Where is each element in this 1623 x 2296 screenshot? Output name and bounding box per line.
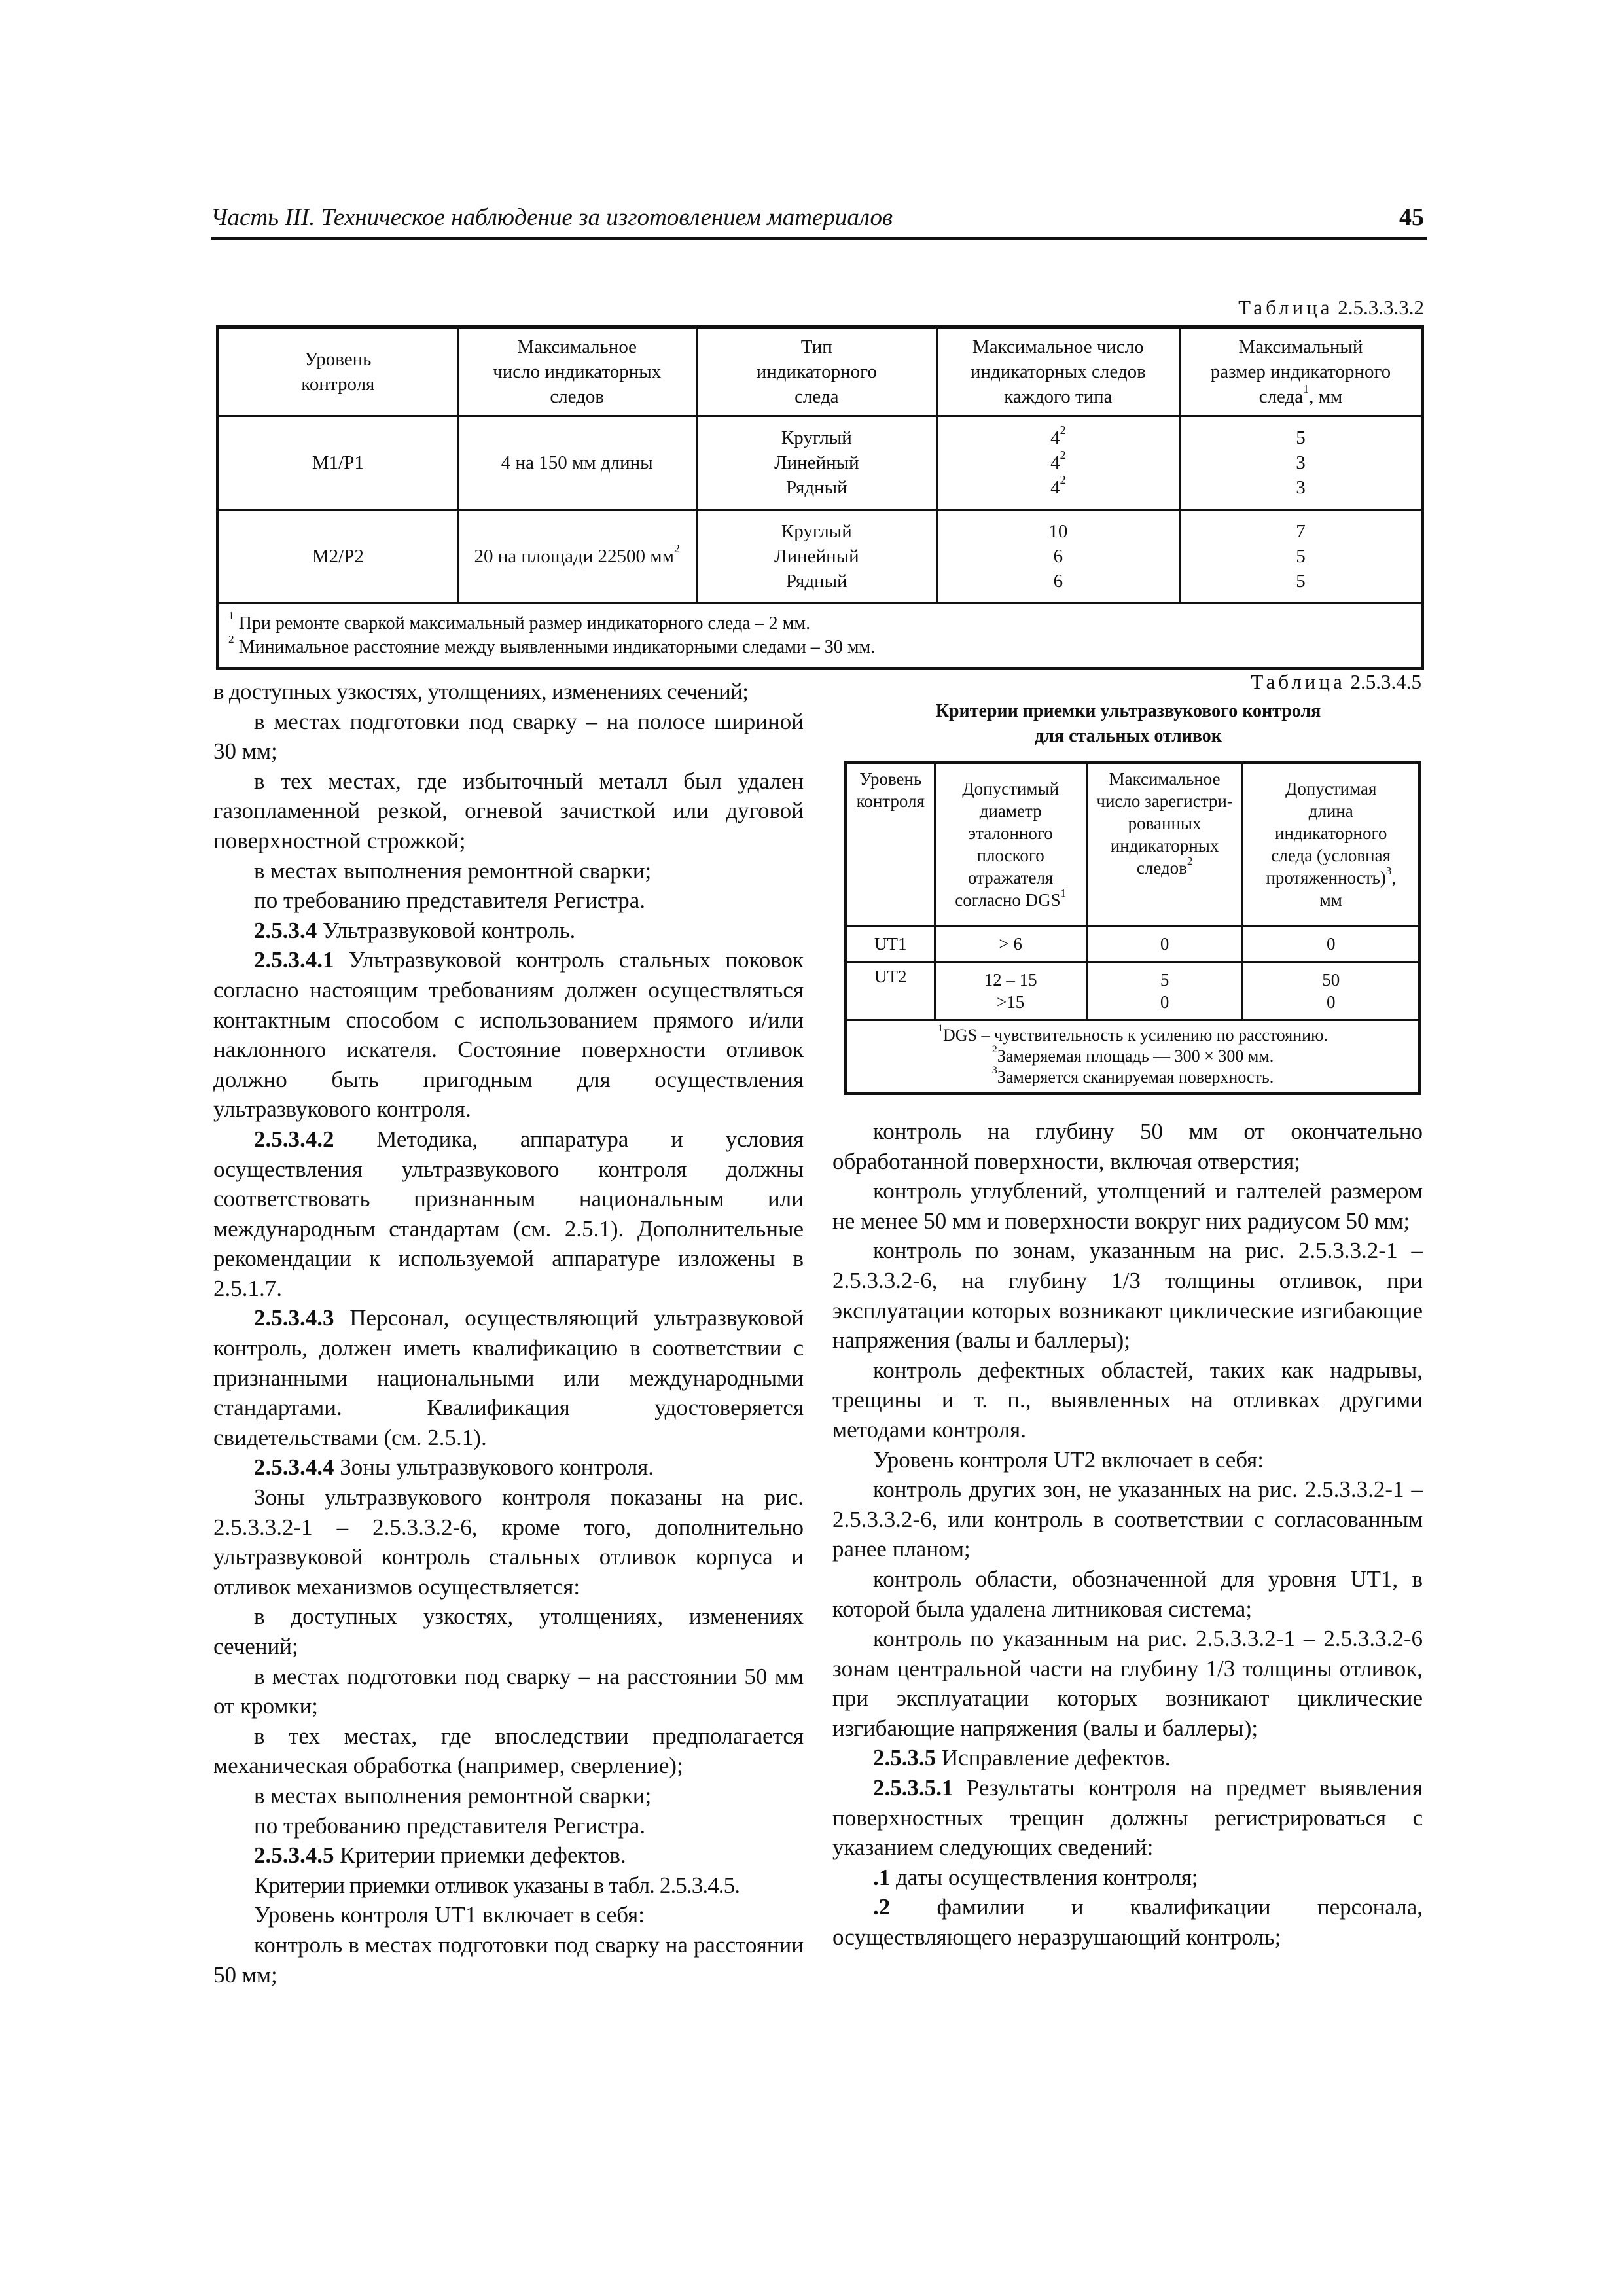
table1-header-cell: Максимальный размер индикаторного следа$^1$, мм xyxy=(1179,327,1422,416)
paragraph: контроль по указанным на рис. 2.5.3.3.2-1 – 2.5.3.3.2-6 зонам центральной части на глубину 1/3 толщины отливок, при эксплуатации которых возникают циклические изгибающие напряжения (валы и баллеры); xyxy=(832,1626,1423,1741)
paragraph: в местах подготовки под сварку – на расстоянии 50 мм от кромки; xyxy=(213,1663,804,1719)
table1-footnote: $^2$ Минимальное расстояние между выявленными индикаторными следами – 30 мм. xyxy=(228,633,876,657)
paragraph: 2.5.3.4.1 Ультразвуковой контроль стальных поковок согласно настоящим требованиям должен осуществляться контактным способом с использованием прямого и/или наклонного искателя. Состояние поверхности отливок должно быть пригодным для осуществления ультразвукового контроля. xyxy=(213,947,804,1122)
table2-footnote: $^3$Замеряется сканируемая поверхность. xyxy=(991,1065,1274,1086)
paragraph: контроль в местах подготовки под сварку на расстоянии 50 мм; xyxy=(213,1931,804,1988)
paragraph: контроль других зон, не указанных на рис. 2.5.3.3.2-1 – 2.5.3.3.2-6, или контроль в соответствии с согласованным ранее планом; xyxy=(832,1477,1423,1562)
table1-header-cell: Максимальное число индикаторных следов xyxy=(457,327,696,416)
table1-caption-number: 2.5.3.3.3.2 xyxy=(1338,296,1424,319)
table1-caption-word: Таблица xyxy=(1238,296,1333,319)
table2-header-cell: Допустимый диаметр эталонного плоского отражателя согласно DGS$^1$ xyxy=(935,762,1086,926)
paragraph: 2.5.3.5.1 Результаты контроля на предмет выявления поверхностных трещин должны регистрироваться с указанием следующих сведений: xyxy=(832,1775,1423,1861)
paragraph: Зоны ультразвукового контроля показаны на рис. 2.5.3.3.2-1 – 2.5.3.3.2-6, кроме того, дополнительно ультразвуковой контроль стальных отливок корпуса и отливок механизмов осуществляется: xyxy=(213,1484,804,1600)
paragraph: 2.5.3.4.2 Методика, аппаратура и условия осуществления ультразвукового контроля должны соответствовать признанным национальным или международным стандартам (см. 2.5.1). Дополнительные рекомендации к используемой аппаратуре изложены в 2.5.1.7. xyxy=(213,1126,804,1301)
table1-footnote: $^1$ При ремонте сваркой максимальный размер индикаторного следа – 2 мм. xyxy=(228,609,811,634)
list-item: .2 фамилии и квалификации персонала, осуществляющего неразрушающий контроль; xyxy=(832,1894,1423,1950)
paragraph: в местах выполнения ремонтной сварки; xyxy=(254,857,652,884)
table2 xyxy=(844,761,1421,1095)
table2-header-cell: Максимальное число зарегистри- рованных индикаторных следов$^2$ xyxy=(1086,762,1243,926)
table1 xyxy=(216,325,1424,670)
table1-header-cell: Максимальное число индикаторных следов каждого типа xyxy=(936,327,1179,416)
table-row: UT1 > 6 0 0 xyxy=(846,926,1420,962)
running-header xyxy=(211,196,1427,240)
table1-header-cell: Уровень контроля xyxy=(218,327,458,416)
paragraph: в доступных узкостях, утолщениях, изменениях сечений; xyxy=(213,679,749,704)
section-heading: 2.5.3.4 Ультразвуковой контроль. xyxy=(254,917,576,943)
paragraph: Уровень контроля UT2 включает в себя: xyxy=(873,1446,1264,1473)
paragraph: в местах подготовки под сварку – на полосе шириной 30 мм; xyxy=(213,708,804,764)
left-column xyxy=(213,677,804,1990)
paragraph: в тех местах, где впоследствии предполагается механическая обработка (например, сверление); xyxy=(213,1723,804,1779)
paragraph: контроль по зонам, указанным на рис. 2.5.3.3.2-1 – 2.5.3.3.2-6, на глубину 1/3 толщины отливок, при эксплуатации которых возникают циклические изгибающие напряжения (валы и баллеры); xyxy=(832,1238,1423,1354)
table-row: M1/P1 4 на 150 мм длины Круглый Линейный Рядный $4^2$ $4^2$ $4^2$ 5 3 3 xyxy=(218,416,1423,510)
right-column xyxy=(832,1117,1423,1952)
table2-footnote: $^1$DGS – чувствительность к усилению по расстоянию. xyxy=(937,1023,1329,1045)
table1-header-row xyxy=(218,327,1423,416)
paragraph: 2.5.3.4.3 Персонал, осуществляющий ультразвуковой контроль, должен иметь квалификацию в соответствии с признанными национальными или международными стандартами. Квалификация удостоверяется свидетельствами (см. 2.5.1). xyxy=(213,1305,804,1450)
table2-header-cell: Уровень контроля xyxy=(846,762,935,926)
table2-title: Критерии приемки ультразвукового контроля для стальных отливок xyxy=(935,701,1321,746)
section-heading: 2.5.3.5 Исправление дефектов. xyxy=(873,1745,1171,1771)
section-heading: 2.5.3.4.4 Зоны ультразвукового контроля. xyxy=(254,1454,654,1480)
running-title: Часть III. Техническое наблюдение за изготовлением материалов xyxy=(211,204,893,231)
paragraph: контроль дефектных областей, таких как надрывы, трещины и т. п., выявленных на отливках другими методами контроля. xyxy=(832,1357,1423,1443)
paragraph: контроль на глубину 50 мм от окончательно обработанной поверхности, включая отверстия; xyxy=(832,1119,1423,1174)
table2-notes-row xyxy=(846,1020,1420,1094)
paragraph: в доступных узкостях, утолщениях, изменениях сечений; xyxy=(213,1604,804,1659)
paragraph: контроль углублений, утолщений и галтелей размером не менее 50 мм и поверхности вокруг них радиусом 50 мм; xyxy=(832,1178,1423,1234)
table2-header-row xyxy=(846,762,1420,926)
table2-caption-number: 2.5.3.4.5 xyxy=(1350,670,1421,693)
section-heading: 2.5.3.4.5 Критерии приемки дефектов. xyxy=(254,1842,626,1869)
table2-caption-word: Таблица xyxy=(1251,670,1346,693)
table1-caption xyxy=(901,296,1424,319)
table2-header-cell: Допустимая длина индикаторного следа (условная протяженность)$^3$, мм xyxy=(1243,762,1420,926)
table-row: UT2 12 – 15 >15 5 0 50 0 xyxy=(846,962,1420,1020)
table1-header-cell: Тип индикаторного следа xyxy=(696,327,936,416)
table-row: M2/P2 20 на площади 22500 $мм^2$ Круглый Линейный Рядный 10 6 6 7 5 5 xyxy=(218,510,1423,603)
paragraph: по требованию представителя Регистра. xyxy=(254,1812,645,1839)
paragraph: Уровень контроля UT1 включает в себя: xyxy=(254,1902,645,1928)
paragraph: Критерии приемки отливок указаны в табл. 2.5.3.4.5. xyxy=(254,1872,740,1898)
table1-notes-row xyxy=(218,603,1423,669)
table1-footnotes xyxy=(218,603,1423,669)
paragraph: по требованию представителя Регистра. xyxy=(254,888,645,914)
table2-caption xyxy=(835,670,1421,694)
page-number: 45 xyxy=(1399,204,1424,231)
list-item: .1 даты осуществления контроля; xyxy=(873,1864,1198,1890)
table2-footnotes xyxy=(846,1020,1420,1094)
paragraph: в тех местах, где избыточный металл был удален газопламенной резкой, огневой зачисткой или дуговой поверхностной строжкой; xyxy=(213,768,804,853)
paragraph: в местах выполнения ремонтной сварки; xyxy=(254,1782,652,1808)
paragraph: контроль области, обозначенной для уровня UT1, в которой была удалена литниковая система; xyxy=(832,1566,1423,1622)
table2-footnote: $^2$Замеряемая площадь — 300 × 300 мм. xyxy=(991,1044,1274,1066)
